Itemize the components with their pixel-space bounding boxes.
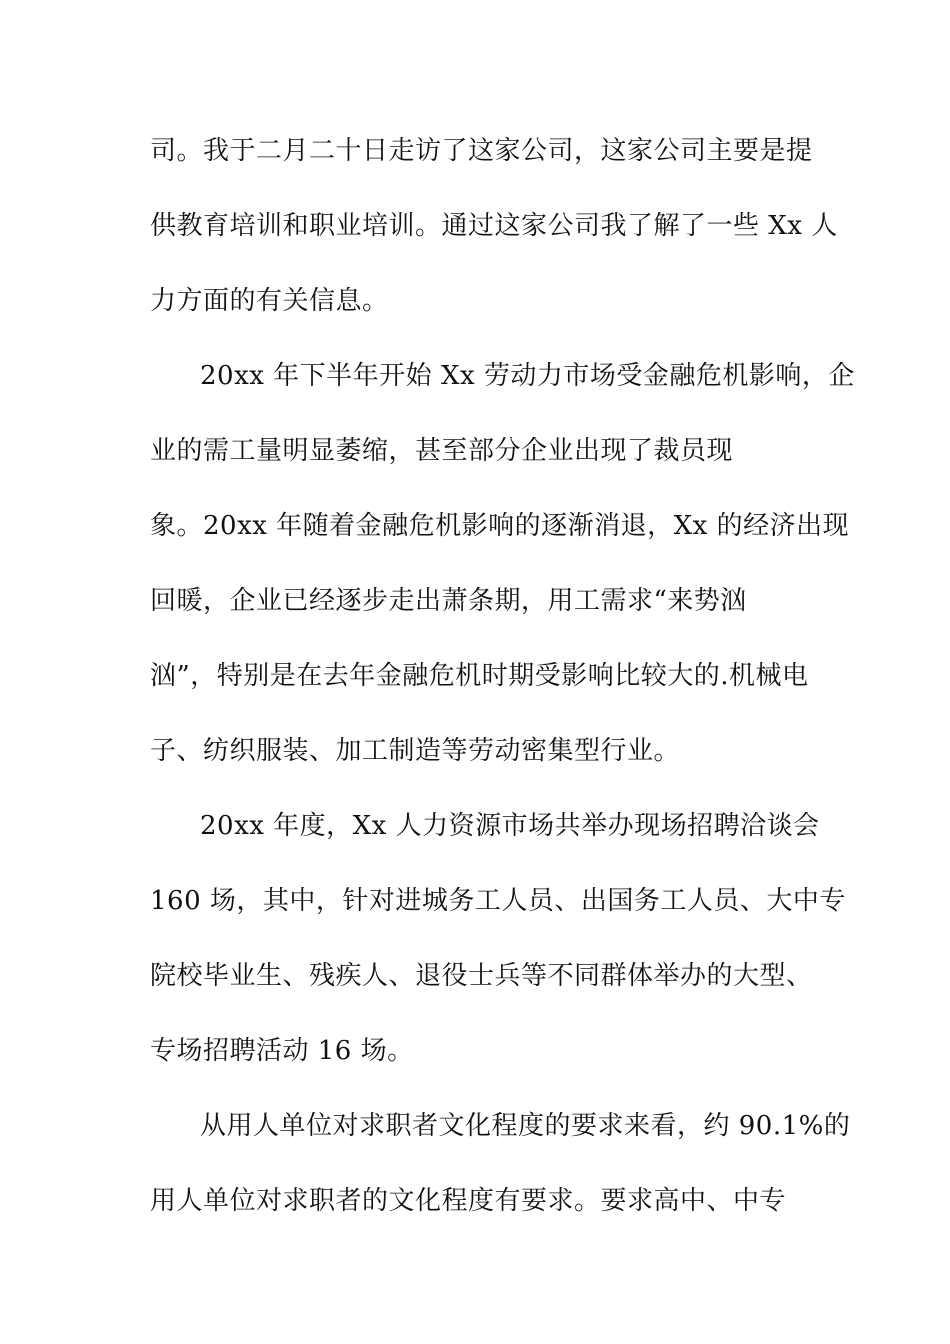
text-line: 汹”，特别是在去年金融危机时期受影响比较大的.机械电	[150, 661, 809, 691]
text-line: 160 场，其中，针对进城务工人员、出国务工人员、大中专	[150, 886, 846, 916]
text-line: 回暖，企业已经逐步走出萧条期，用工需求“来势汹	[150, 586, 747, 616]
text-line: 用人单位对求职者的文化程度有要求。要求高中、中专	[150, 1186, 787, 1216]
text-line: 专场招聘活动 16 场。	[150, 1036, 414, 1066]
text-line: 20xx 年下半年开始 Xx 劳动力市场受金融危机影响，企	[200, 361, 855, 391]
text-line: 院校毕业生、残疾人、退役士兵等不同群体举办的大型、	[150, 961, 813, 991]
text-line: 20xx 年度，Xx 人力资源市场共举办现场招聘洽谈会	[200, 811, 820, 841]
text-line: 从用人单位对求职者文化程度的要求来看，约 90.1%的	[200, 1111, 851, 1141]
text-line: 业的需工量明显萎缩，甚至部分企业出现了裁员现	[150, 436, 734, 466]
text-line: 象。20xx 年随着金融危机影响的逐渐消退，Xx 的经济出现	[150, 511, 850, 541]
text-line: 力方面的有关信息。	[150, 286, 389, 316]
text-line: 子、纺织服装、加工制造等劳动密集型行业。	[150, 736, 681, 766]
text-line: 司。我于二月二十日走访了这家公司，这家公司主要是提	[150, 136, 813, 166]
text-line: 供教育培训和职业培训。通过这家公司我了解了一些 Xx 人	[150, 211, 838, 241]
